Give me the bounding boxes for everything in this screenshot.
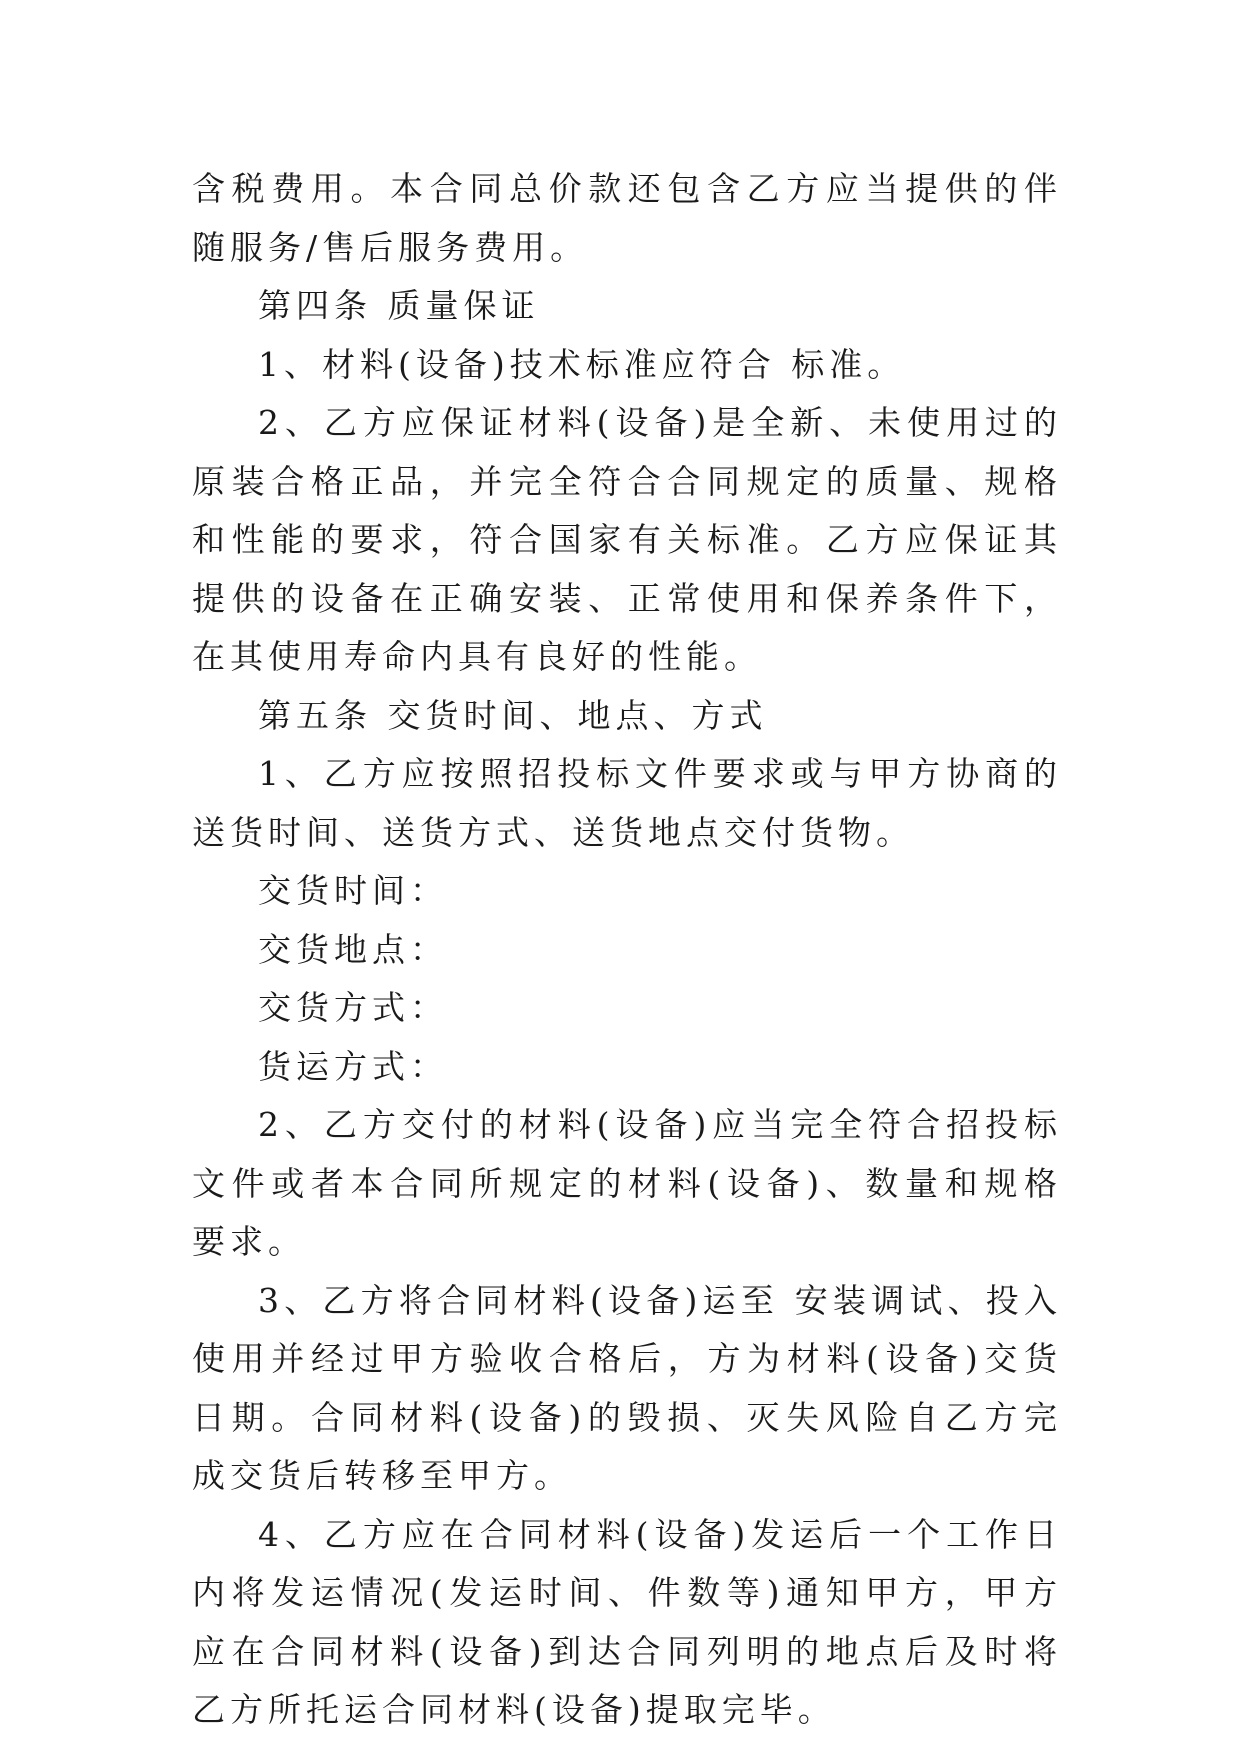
field-delivery-time: 交货时间： — [258, 871, 448, 910]
paragraph-4-2: 2、乙方应保证材料(设备)是全新、未使用过的原装合格正品，并完全符合合同规定的质量、规格和性能的要求，符合国家有关标准。乙方应保证其提供的设备在正确安装、正常使用和保养条件下，在其使用寿命内具有良好的性能。 — [192, 403, 1062, 676]
paragraph-5-3: 3、乙方将合同材料(设备)运至 安装调试、投入使用并经过甲方验收合格后，方为材料(设备)交货日期。合同材料(设备)的毁损、灭失风险自乙方完成交货后转移至甲方。 — [192, 1280, 1062, 1495]
heading-article-5: 第五条 交货时间、地点、方式 — [258, 695, 768, 735]
heading-article-4: 第四条 质量保证 — [258, 286, 540, 325]
paragraph-4-1: 1、材料(设备)技术标准应符合 标准。 — [258, 344, 906, 384]
paragraph-5-4: 4、乙方应在合同材料(设备)发运后一个工作日内将发运情况(发运时间、件数等)通知甲方，甲方应在合同材料(设备)到达合同列明的地点后及时将乙方所托运合同材料(设备)提取完毕。 — [192, 1514, 1062, 1729]
field-delivery-place: 交货地点： — [258, 929, 448, 969]
field-shipping-method: 货运方式： — [258, 1046, 448, 1086]
document-body — [192, 160, 1062, 1740]
paragraph-5-1: 1、乙方应按照招投标文件要求或与甲方协商的送货时间、送货方式、送货地点交付货物。 — [192, 754, 1062, 852]
paragraph-tax-fee: 含税费用。本合同总价款还包含乙方应当提供的伴随服务/售后服务费用。 — [192, 169, 1062, 267]
paragraph-5-2: 2、乙方交付的材料(设备)应当完全符合招投标文件或者本合同所规定的材料(设备)、数量和规格要求。 — [192, 1105, 1062, 1261]
field-delivery-method: 交货方式： — [258, 988, 448, 1027]
